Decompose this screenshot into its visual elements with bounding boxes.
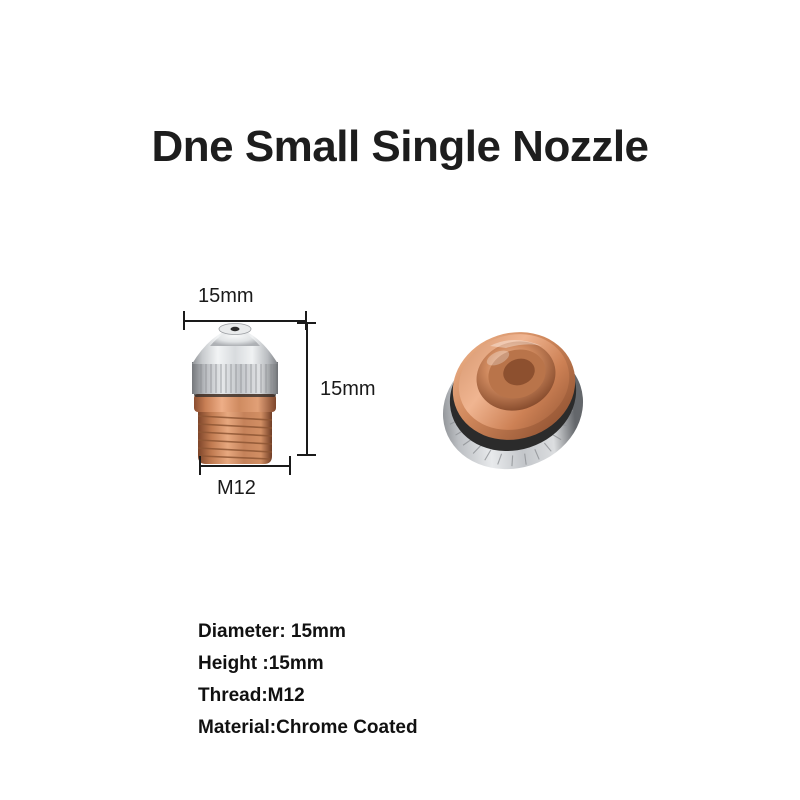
- dimension-tick-height-top: [297, 322, 316, 324]
- dimension-tick-thread-left: [199, 456, 201, 475]
- spec-thread: Thread:M12: [198, 685, 305, 706]
- dimension-label-thread: M12: [217, 477, 256, 499]
- specification-list: [198, 616, 418, 744]
- spec-material: Material:Chrome Coated: [198, 717, 418, 738]
- nozzle-side-view: [170, 318, 320, 468]
- dimension-line-thread: [199, 465, 291, 467]
- spec-height: Height :15mm: [198, 653, 324, 674]
- dimension-line-height: [306, 322, 308, 456]
- spec-diameter: Diameter: 15mm: [198, 621, 346, 642]
- dimension-tick-thread-right: [289, 456, 291, 475]
- dimension-tick-width-left: [183, 311, 185, 330]
- dimension-label-width: 15mm: [198, 285, 254, 307]
- dimension-tick-height-bottom: [297, 454, 316, 456]
- dimension-line-width: [183, 320, 307, 322]
- page-title: Dne Small Single Nozzle: [151, 122, 649, 171]
- nozzle-top-view: [418, 296, 608, 486]
- dimension-label-height: 15mm: [320, 378, 376, 400]
